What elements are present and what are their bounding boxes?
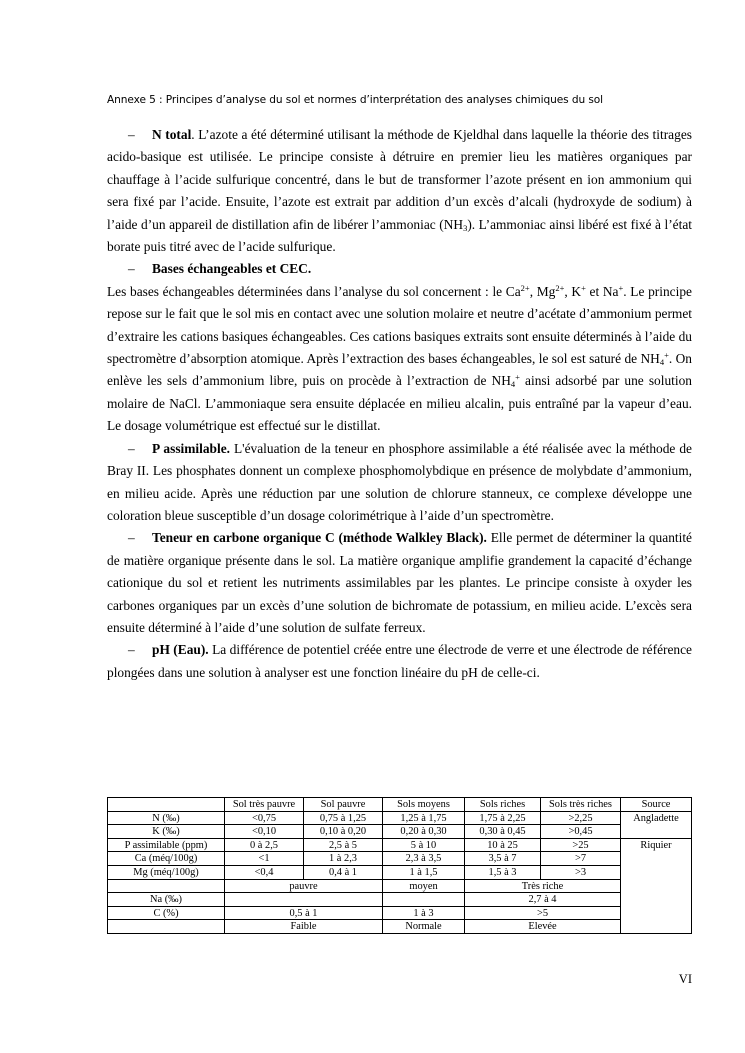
list-dash: – [128,127,135,142]
table-cell: 2,7 à 4 [465,893,621,907]
table-header-cell [108,798,225,812]
table-cell: 0,10 à 0,20 [304,825,383,839]
list-dash: – [128,530,135,546]
table-row [108,893,692,907]
table-header-cell: Sol pauvre [304,798,383,812]
source-cell: Angladette [621,811,692,838]
table-header-cell: Sols riches [465,798,541,812]
table-cell: 0,4 à 1 [304,865,383,879]
section-bases-title [107,258,692,280]
table-row [108,865,692,879]
section-n-total: – N total. L’azote a été déterminé utilisant la méthode de Kjeldhal dans laquelle la théorie des titrages acido-basique est utilisée. Le principe consiste à détruire en premier lieu les matières organiques par chauffage à l’acide sulfurique concentré, dans le but de transformer l’azote présent en ion ammonium qui sera fixé par l’acide. Ensuite, l’azote est extrait par addition d’un excès d’alcali (hydroxyde de sodium) à l’aide d’un appareil de distillation afin de libérer l’ammoniac $(NH_3)$. L’ammoniac ainsi libéré est fixé à l’état borate puis titré avec de l’acide sulfurique. [107,124,692,258]
table-cell: Mg (méq/100g) [108,865,225,879]
section-ph: – pH (Eau). La différence de potentiel créée entre une électrode de verre et une électrode de référence plongées dans une solution à analyser est une fonction linéaire du pH de celle-ci. [107,639,692,684]
table-cell: K (‰) [108,825,225,839]
table-cell: Faible [225,920,383,934]
table-row [108,879,692,893]
list-dash: – [128,440,135,456]
table-header-row [108,798,692,812]
table-cell: <1 [225,852,304,866]
section-p-assimilable: – P assimilable. L'évaluation de la teneur en phosphore assimilable a été réalisée avec la méthode de Bray II. Les phosphates donnent un complexe phosphomolybdique en présence de molybdate d’ammonium, en milieu acide. Après une réduction par une solution de chlorure stanneux, ce complexe développe une coloration bleue susceptible d’un dosage colorimétrique à l’aide d’un spectromètre. [107,438,692,528]
table-cell [108,879,225,893]
table-cell: 0 à 2,5 [225,838,304,852]
table-header-cell: Sols très riches [541,798,621,812]
annex-body [107,124,692,684]
table-row [108,811,692,825]
list-dash: – [128,642,135,658]
table-cell: >2,25 [541,811,621,825]
list-dash: – [128,261,135,277]
table-row [108,825,692,839]
table-cell: 1 à 2,3 [304,852,383,866]
table-cell: >0,45 [541,825,621,839]
section-carbone: – Teneur en carbone organique C (méthode Walkley Black). Elle permet de déterminer la quantité de matière organique présente dans le sol. La matière organique amplifie grandement la capacité d’échange cationique du sol et retient les nutriments assimilables par les plantes. Le principe consiste à oxyder les carbones organiques par un excès d’une solution de bichromate de potassium, en milieu acide. L’excès sera ensuite déterminé à l’aide d’une solution de sulfate ferreux. [107,527,692,639]
table-row [108,838,692,852]
table-cell: 2,3 à 3,5 [383,852,465,866]
section-title: Teneur en carbone organique C (méthode Walkley Black). [152,530,487,546]
section-title: P assimilable. [152,440,231,456]
table-header-cell: Source [621,798,692,812]
table-cell: 1,25 à 1,75 [383,811,465,825]
table-cell: Elevée [465,920,621,934]
table-cell: <0,10 [225,825,304,839]
table-cell [383,893,465,907]
table-cell: Très riche [465,879,621,893]
table-header-cell: Sols moyens [383,798,465,812]
table-cell: 0,75 à 1,25 [304,811,383,825]
table-cell: moyen [383,879,465,893]
table-cell [225,893,383,907]
table-row [108,906,692,920]
soil-norms-table [107,797,692,934]
table-cell: 1 à 1,5 [383,865,465,879]
annex-heading: Annexe 5 : Principes d’analyse du sol et normes d’interprétation des analyses chimiques du sol [107,94,603,106]
table-cell [108,920,225,934]
table-cell: 2,5 à 5 [304,838,383,852]
table-cell: 1 à 3 [383,906,465,920]
table-cell: 1,5 à 3 [465,865,541,879]
table-cell: 5 à 10 [383,838,465,852]
table-cell: N (‰) [108,811,225,825]
table-header-cell: Sol très pauvre [225,798,304,812]
section-title: N total [152,127,192,142]
table-cell: 0,5 à 1 [225,906,383,920]
table-cell: >25 [541,838,621,852]
page-number: VI [678,972,692,986]
source-cell: Riquier [621,838,692,933]
table-cell: Ca (méq/100g) [108,852,225,866]
table-cell: >3 [541,865,621,879]
table-cell: 1,75 à 2,25 [465,811,541,825]
table-cell: 3,5 à 7 [465,852,541,866]
table-cell: Normale [383,920,465,934]
table-cell: Na (‰) [108,893,225,907]
table-cell: <0,4 [225,865,304,879]
section-title: Bases échangeables et CEC. [152,261,312,277]
table-cell: >7 [541,852,621,866]
table-cell: 0,30 à 0,45 [465,825,541,839]
table-cell: P assimilable (ppm) [108,838,225,852]
table-cell: >5 [465,906,621,920]
section-bases-text: Les bases échangeables déterminées dans l’analyse du sol concernent : le $Ca^{2+}$, $Mg^{2+}$, K+ et Na+. Le principe repose sur le fait que le sol mis en contact avec une solution molaire et neutre d’acétate d’ammonium permet d’extraire les cations basiques échangeables. Ces cations basiques extraits sont ensuite déterminés à l’aide du spectromètre d’absorption atomique. Après l’extraction des bases échangeables, le sol est saturé de $NH_4^+$. On enlève les sels d’ammonium libre, puis on procède à l’extraction de $NH_4^+$ ainsi adsorbé par une solution molaire de NaCl. L’ammoniaque sera ensuite déplacée en milieu alcalin, puis entraîné par la vapeur d’eau. Le dosage volumétrique est effectué sur le distillat. [107,282,693,434]
table-row [108,920,692,934]
table-cell: pauvre [225,879,383,893]
table-cell: C (%) [108,906,225,920]
table-row [108,852,692,866]
table-cell: 10 à 25 [465,838,541,852]
section-title: pH (Eau). [152,642,209,658]
table-cell: <0,75 [225,811,304,825]
table-cell: 0,20 à 0,30 [383,825,465,839]
